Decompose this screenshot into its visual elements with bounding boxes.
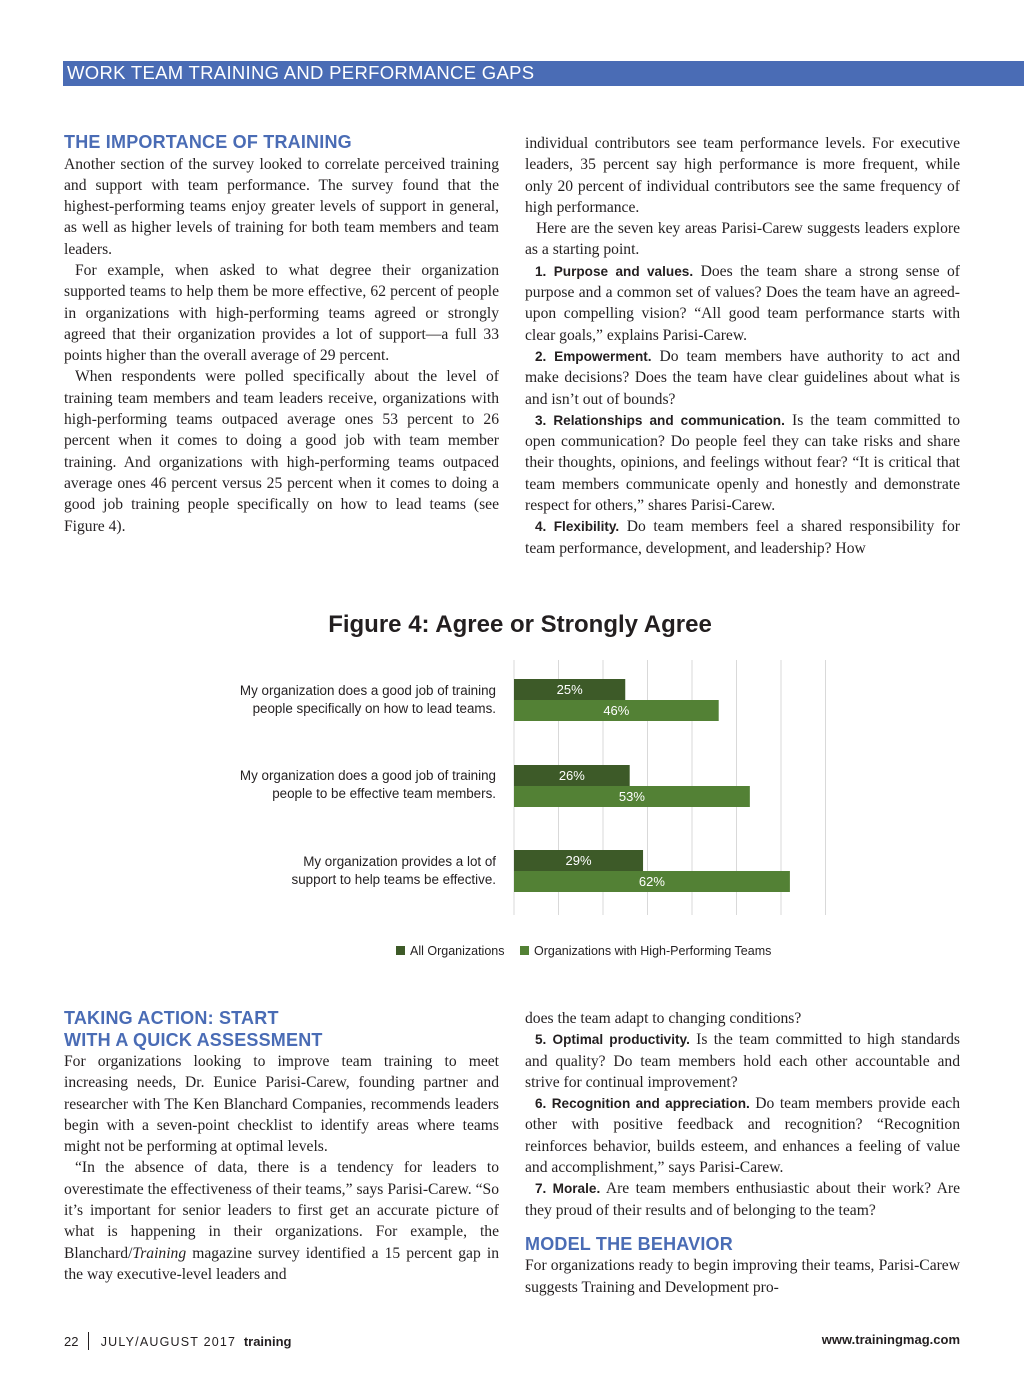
data-label: 29% [565, 853, 592, 868]
data-label: 53% [618, 789, 645, 804]
item-text: Is the team committed to high standards and quality? Do team members hold each other accountable and strive for continual improvement? [525, 1031, 960, 1091]
brand-name: training [243, 1334, 292, 1349]
page-number: 22 [64, 1334, 79, 1349]
category-label-line: people to be effective team members. [272, 786, 496, 801]
footer-url: www.trainingmag.com [821, 1332, 960, 1347]
category-label-line: My organization does a good job of training [239, 768, 496, 783]
item-lead: 3. Relationships and communication. [535, 412, 785, 428]
paragraph-text: magazine survey identified a 15 percent gap in the way executive-level leaders and [64, 1244, 499, 1283]
paragraph: does the team adapt to changing conditions? [525, 1010, 802, 1027]
paragraph: For organizations looking to improve team training to meet increasing needs, Dr. Eunice Parisi-Carew, founding partner and researcher with The Ken Blanchard Companies, recommends leaders begin with a seven-point checklist to identify areas where teams might not be performing at optimal levels. [64, 1053, 499, 1156]
list-item [525, 1093, 960, 1178]
chart-legend [396, 944, 771, 958]
heading-model-the-behavior: MODEL THE BEHAVIOR [525, 1233, 733, 1254]
item-text: Do team members have authority to act and make decisions? Does the team have clear guidelines about what is and isn’t out of bounds? [525, 347, 960, 408]
legend-item-high [520, 944, 771, 958]
item-lead: 2. Empowerment. [535, 348, 652, 364]
item-lead: 4. Flexibility. [535, 519, 620, 535]
footer-left [64, 1332, 291, 1350]
heading-line: TAKING ACTION: START [64, 1008, 279, 1028]
paragraph [64, 1157, 499, 1285]
figure-title: Figure 4: Agree or Strongly Agree [328, 611, 712, 638]
heading-line: WITH A QUICK ASSESSMENT [64, 1029, 323, 1050]
data-label: 62% [638, 874, 665, 889]
item-lead: 7. Morale. [535, 1181, 601, 1197]
heading-taking-action [64, 1008, 499, 1051]
item-text: Do team members feel a shared responsibility for team performance, development, and leadership? How [525, 518, 960, 557]
footer-divider [88, 1332, 89, 1350]
item-text: Do team members provide each other with positive feedback and recognition? “Recognition reinforces behavior, builds esteem, and enhances a feeling of value and accomplishment,” says Parisi-Carew. [525, 1095, 960, 1177]
data-label: 25% [556, 682, 583, 697]
paragraph-text: “In the absence of data, there is a tendency for leaders to overestimate the effectiveness of their teams,” says Parisi-Carew. “So it’s important for senior leaders to first get an accurate picture of what is happening in their organizations. For example, the Blanchard/ [64, 1159, 499, 1262]
list-item [525, 1178, 960, 1221]
item-text: Are team members enthusiastic about their work? Are they proud of their results and of belonging to the team? [525, 1180, 960, 1219]
paragraph: For organizations ready to begin improving their teams, Parisi-Carew suggests Training and Development pro- [525, 1257, 960, 1296]
paragraph: For example, when asked to what degree their organization supported teams to help them be more effective, 62 percent of people in organizations with high-performing teams agreed or strongly agreed that their organization provides a lot of support—a full 33 points higher than the overall average of 29 percent. [64, 261, 499, 365]
legend-swatch-all [396, 946, 405, 955]
paragraph: Another section of the survey looked to correlate perceived training and support with team performance. The survey found that the highest-performing teams enjoy greater levels of support in general, as well as higher levels of training for both team members and team leaders. [64, 155, 499, 258]
item-text: Is the team committed to open communication? Do people feel they can take risks and share their thoughts, opinions, and feelings without fear? “It is critical that team members communicate openly and honestly and demonstrate respect for others,” shares Parisi-Carew. [525, 411, 960, 515]
banner-title: WORK TEAM TRAINING AND PERFORMANCE GAPS [67, 62, 535, 83]
category-label-line: people specifically on how to lead teams. [252, 701, 496, 716]
legend-swatch-high [520, 946, 529, 955]
data-label: 46% [603, 703, 630, 718]
category-label-line: My organization provides a lot of [303, 854, 496, 869]
issue-date: JULY/AUGUST 2017 [100, 1335, 237, 1349]
item-text: Does the team share a strong sense of purpose and a common set of values? Does the team have an agreed-upon compelling vision? “All good team performance starts with clear goals,” explains Parisi-Carew. [525, 262, 960, 344]
item-lead: 6. Recognition and appreciation. [535, 1096, 750, 1112]
heading-importance-of-training: THE IMPORTANCE OF TRAINING [64, 132, 352, 152]
paragraph: individual contributors see team performance levels. For executive leaders, 35 percent say high performance is more frequent, while only 20 percent of individual contributors see the same frequency of high performance. [525, 135, 960, 216]
category-label-line: My organization does a good job of training [239, 683, 496, 698]
legend-label: Organizations with High-Performing Teams [533, 944, 772, 958]
legend-label: All Organizations [410, 944, 505, 958]
category-label-line: support to help teams be effective. [291, 872, 496, 887]
item-lead: 5. Optimal productivity. [535, 1032, 690, 1048]
column-left-bottom [64, 1008, 499, 1285]
legend-item-all [396, 944, 505, 958]
list-item [525, 1029, 960, 1093]
magazine-name: Training [132, 1244, 187, 1262]
data-label: 26% [558, 768, 585, 783]
paragraph: When respondents were polled specifically about the level of training team members and team leaders receive, organizations with high-performing teams outpaced average ones 53 percent to 26 percent when it comes to doing a good job with team member training. And organizations with high-performing teams outpaced average ones 46 percent versus 25 percent when it comes to doing a good job training people specifically on how to lead teams (see Figure 4). [64, 368, 499, 535]
column-right-bottom [525, 1008, 960, 1298]
item-lead: 1. Purpose and values. [535, 263, 694, 279]
paragraph: Here are the seven key areas Parisi-Carew suggests leaders explore as a starting point. [525, 220, 960, 259]
